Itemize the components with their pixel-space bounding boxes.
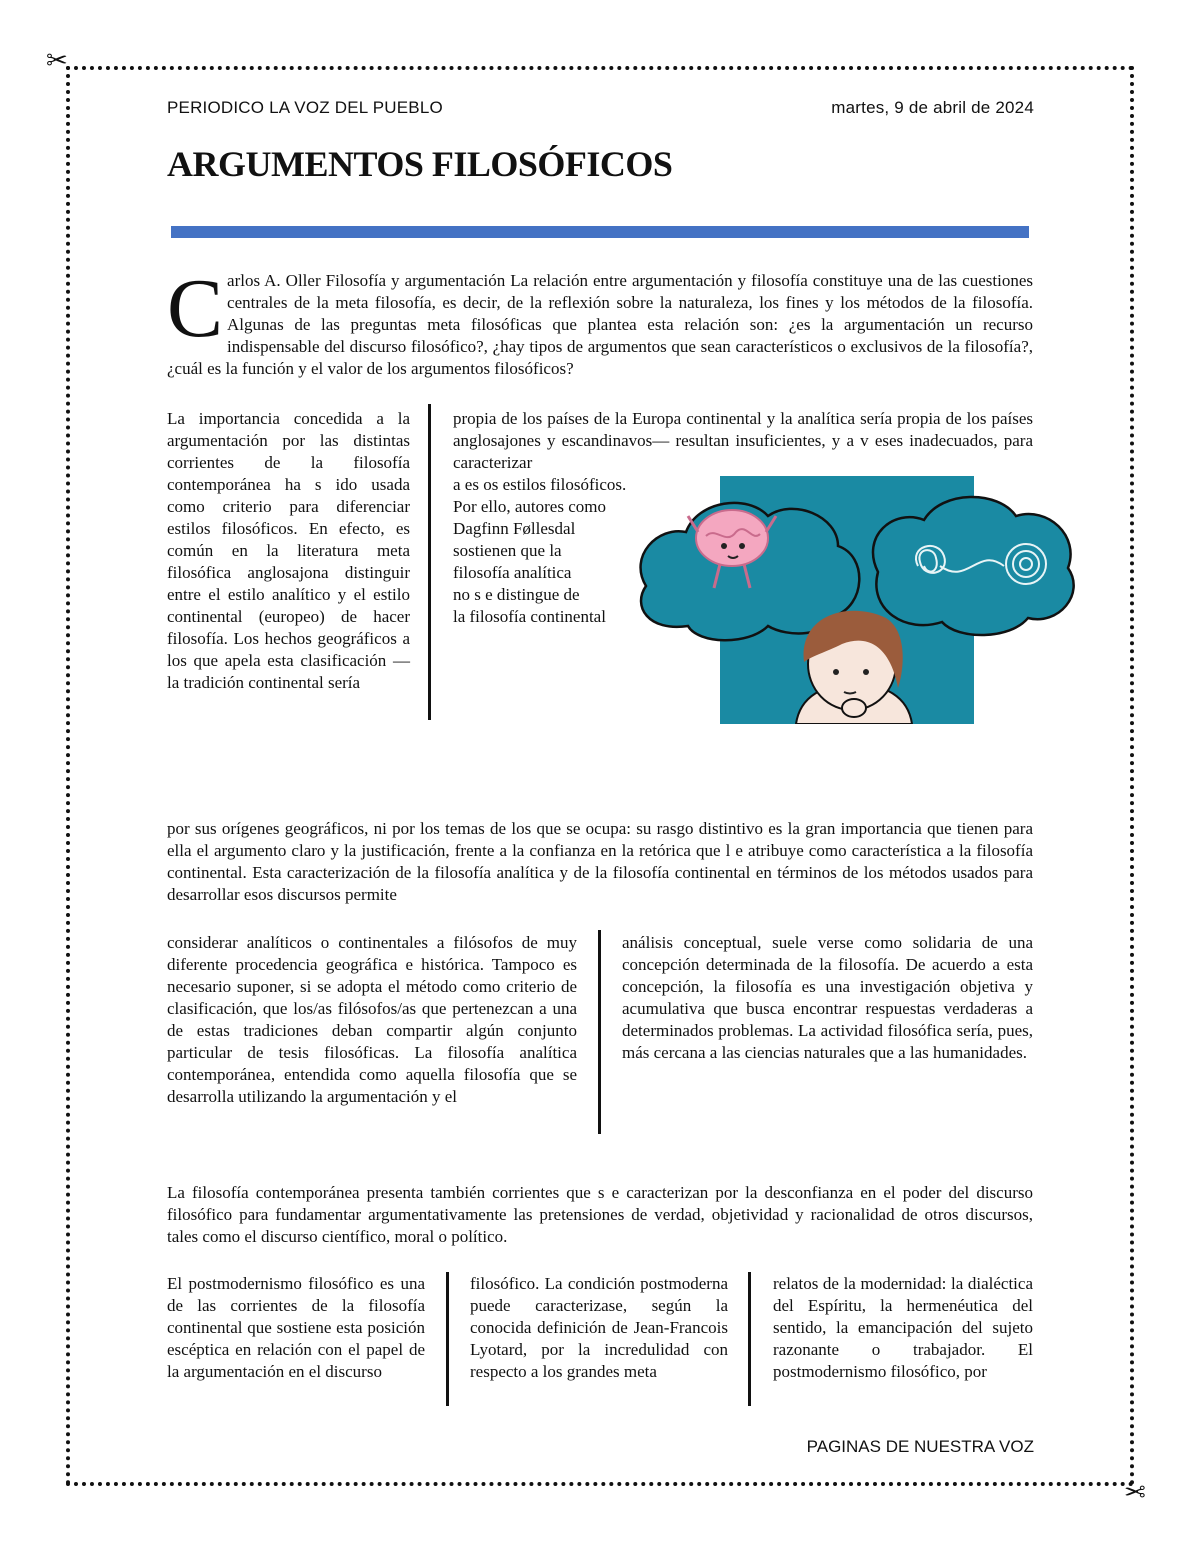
section1-col2-top: propia de los países de la Europa continental y la analítica sería propia de los países anglosajones y escandinavos— resultan insuficientes, y a v eses inadecuados, para caracterizar — [453, 409, 1033, 472]
text-line: la filosofía continental — [453, 607, 606, 626]
section3-col1: El postmodernismo filosófico es una de las corrientes de la filosofía continental que sostiene esta posición escéptica en relación con el papel de la argumentación en el discurso — [167, 1274, 425, 1381]
text-line: no s e distingue de — [453, 585, 580, 604]
text-line: Dagfinn Føllesdal — [453, 519, 576, 538]
text-line: filosofía analítica — [453, 563, 572, 582]
text-line: a es os estilos filosóficos. — [453, 475, 627, 494]
page-title: ARGUMENTOS FILOSÓFICOS — [167, 144, 673, 184]
section3-col3: relatos de la modernidad: la dialéctica del Espíritu, la hermenéutica del sentido, la emancipación del sujeto razonante o trabajador. El postmodernismo filosófico, por — [773, 1274, 1033, 1381]
column-divider — [446, 1272, 449, 1406]
publication-name: PERIODICO LA VOZ DEL PUEBLO — [167, 98, 443, 117]
column-divider — [748, 1272, 751, 1406]
section2-col2: análisis conceptual, suele verse como solidaria de una concepción determinada de la filosofía. De acuerdo a esta concepción, la filosofía es una investigación objetiva y acumulativa que busca encontrar respuestas verdaderas a determinados problemas. La actividad filosófica sería, pues, más cercana a las ciencias naturales que a las humanidades. — [622, 933, 1033, 1062]
drop-cap: C — [167, 262, 224, 355]
text-line: sostienen que la — [453, 541, 562, 560]
column-divider — [428, 404, 431, 720]
scissors-icon: ✂ — [1124, 1478, 1146, 1508]
intro-text: arlos A. Oller Filosofía y argumentación La relación entre argumentación y filosofía constituye una de las cuestiones centrales de la meta filosofía, es decir, de la reflexión sobre la naturaleza, los fines y los métodos de la filosofía. Algunas de las preguntas meta filosóficas que plantea esta relación son: ¿es la argumentación un recurso indispensable del discurso filosófico?, ¿hay tipos de argumentos que sean característicos o exclusivos de la filosofía?,¿cuál es la función y el valor de los argumentos filosóficos? — [167, 271, 1033, 378]
full-width-paragraph-1: por sus orígenes geográficos, ni por los temas de los que se ocupa: su rasgo distintivo es la gran importancia que tienen para ella el argumento claro y la justificación, frente a la confianza en la retórica que l e atribuye como característica a la filosofía continental. Esta caracterización de la filosofía analítica y de la filosofía continental en términos de los métodos usados para desarrollar esos discursos permite — [167, 819, 1033, 904]
page-footer: PAGINAS DE NUESTRA VOZ — [806, 1437, 1034, 1456]
intro-paragraph — [167, 262, 1033, 380]
title-bar — [171, 226, 1029, 238]
full-width-paragraph-2: La filosofía contemporánea presenta también corrientes que s e caracterizan por la desconfianza en el poder del discurso filosófico para fundamentar argumentativamente las pretensiones de verdad, objetividad y racionalidad de otros discursos, tales como el discurso científico, moral o político. — [167, 1183, 1033, 1246]
section2-col1: considerar analíticos o continentales a filósofos de muy diferente procedencia geográfica e histórica. Tampoco es necesario suponer, si se adopta el método como criterio de clasificación, que los/as filósofos/as que pertenezcan a una de estas tradiciones deban compartir algún conjunto particular de tesis filosóficas. La filosofía analítica contemporánea, entendida como aquella filosofía que se desarrolla utilizando la argumentación y el — [167, 933, 577, 1106]
text-line: Por ello, autores como — [453, 497, 606, 516]
thinking-illustration — [628, 476, 1080, 724]
scissors-icon: ✂ — [46, 46, 68, 76]
section3-col2: filosófico. La condición postmoderna puede caracterizase, según la conocida definición de Jean-Francois Lyotard, por la incredulidad con respecto a los grandes meta — [470, 1274, 728, 1381]
section1-col1: La importancia concedida a la argumentación por las distintas corrientes de la filosofía contemporánea ha s ido usada como criterio para diferenciar estilos filosóficos. En efecto, es común en la literatura meta filosófica anglosajona distinguir entre el estilo analítico y el estilo continental (europeo) de hacer filosofía. Los hechos geográficos a los que apela esta clasificación — la tradición continental sería — [167, 409, 410, 692]
section1-col2-lines — [453, 474, 643, 628]
column-divider — [598, 930, 601, 1134]
person-figure — [796, 611, 912, 724]
publication-date: martes, 9 de abril de 2024 — [831, 98, 1034, 117]
